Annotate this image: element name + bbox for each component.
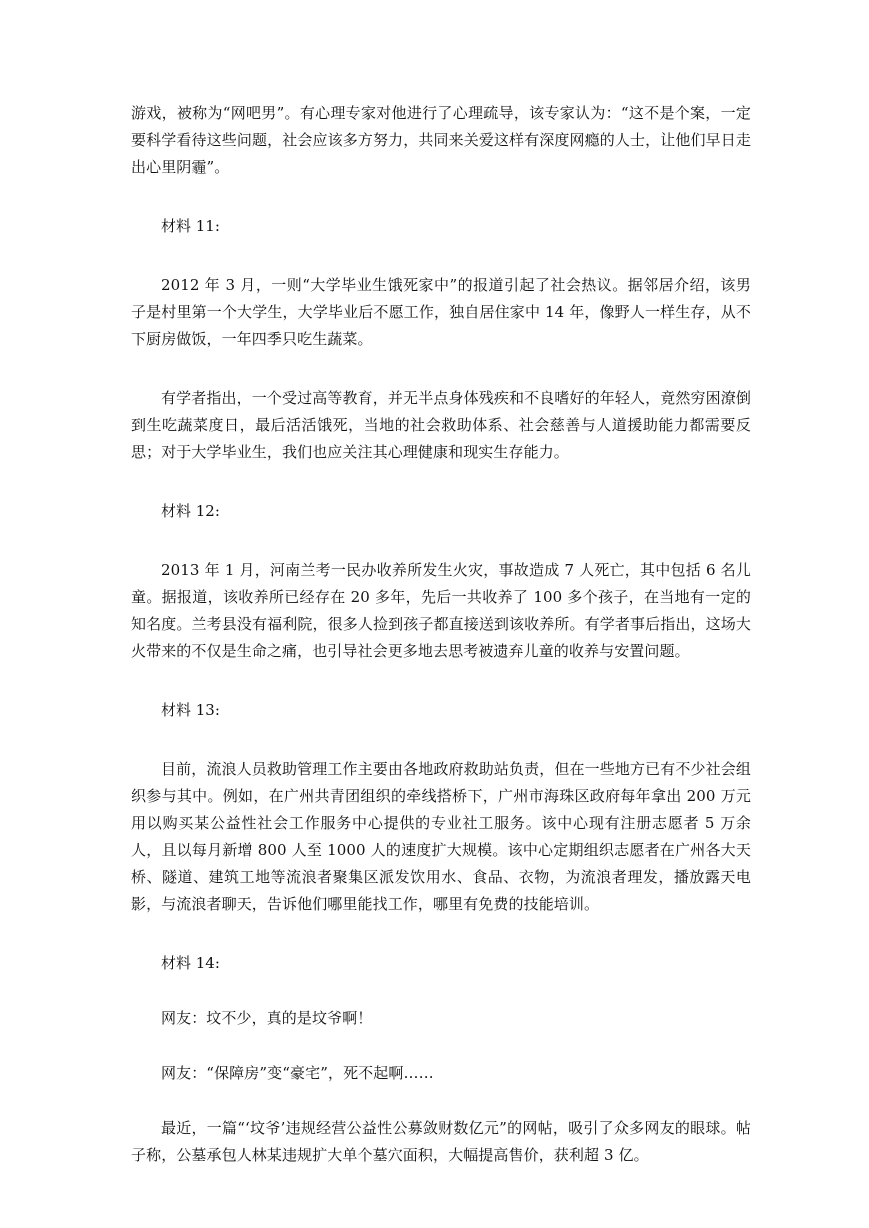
- material-13-heading: 材料 13:: [161, 701, 220, 719]
- netizen-comment-2: 网友：“保障房”变“豪宅”，死不起啊……: [161, 1064, 434, 1082]
- paragraph-graduate-starved: 2012 年 3 月，一则“大学毕业生饿死家中”的报道引起了社会热议。据邻居介绍，该男子是村里第一个大学生，大学毕业后不愿工作，独自居住家中 14 年，像野人一样生存，从不下厨房做饭，一年四季只吃生蔬菜。: [131, 276, 751, 348]
- material-11-heading: 材料 11:: [161, 217, 220, 235]
- document-body: [131, 100, 751, 1169]
- netizen-comment-1: 网友：坟不少，真的是坟爷啊！: [161, 1009, 373, 1027]
- paragraph-homeless-rescue: 目前，流浪人员救助管理工作主要由各地政府救助站负责，但在一些地方已有不少社会组织参与其中。例如，在广州共青团组织的牵线搭桥下，广州市海珠区政府每年拿出 200 万元用以购买某公益性社会工作服务中心提供的专业社工服务。该中心现有注册志愿者 5 万余人，且以每月新增 800 人至 1000 人的速度扩大规模。该中心定期组织志愿者在广州各大天桥、隧道、建筑工地等流浪者聚集区派发饮用水、食品、衣物，为流浪者理发，播放露天电影，与流浪者聊天，告诉他们哪里能找工作，哪里有免费的技能培训。: [131, 760, 751, 913]
- material-12-heading: 材料 12:: [161, 502, 220, 520]
- paragraph-lankao-fire: 2013 年 1 月，河南兰考一民办收养所发生火灾，事故造成 7 人死亡，其中包括 6 名儿童。据报道，该收养所已经存在 20 多年，先后一共收养了 100 多个孩子，在当地有一定的知名度。兰考县没有福利院，很多人捡到孩子都直接送到该收养所。有学者事后指出，这场大火带来的不仅是生命之痛，也引导社会更多地去思考被遗弃儿童的收养与安置问题。: [131, 561, 751, 660]
- material-14-heading: 材料 14:: [161, 954, 220, 972]
- paragraph-internet-cafe-man: 游戏，被称为“网吧男”。有心理专家对他进行了心理疏导，该专家认为：“这不是个案，一定要科学看待这些问题，社会应该多方努力，共同来关爱这样有深度网瘾的人士，让他们早日走出心里阴霾”。: [131, 104, 751, 176]
- paragraph-scholar-reflection: 有学者指出，一个受过高等教育，并无半点身体残疾和不良嗜好的年轻人，竟然穷困潦倒到生吃蔬菜度日，最后活活饿死，当地的社会救助体系、社会慈善与人道援助能力都需要反思；对于大学毕业生，我们也应关注其心理健康和现实生存能力。: [131, 389, 751, 461]
- paragraph-cemetery-post: 最近，一篇“‘坟爷’违规经营公益性公募敛财数亿元”的网帖，吸引了众多网友的眼球。帖子称，公墓承包人林某违规扩大单个墓穴面积，大幅提高售价，获利超 3 亿。: [131, 1119, 751, 1164]
